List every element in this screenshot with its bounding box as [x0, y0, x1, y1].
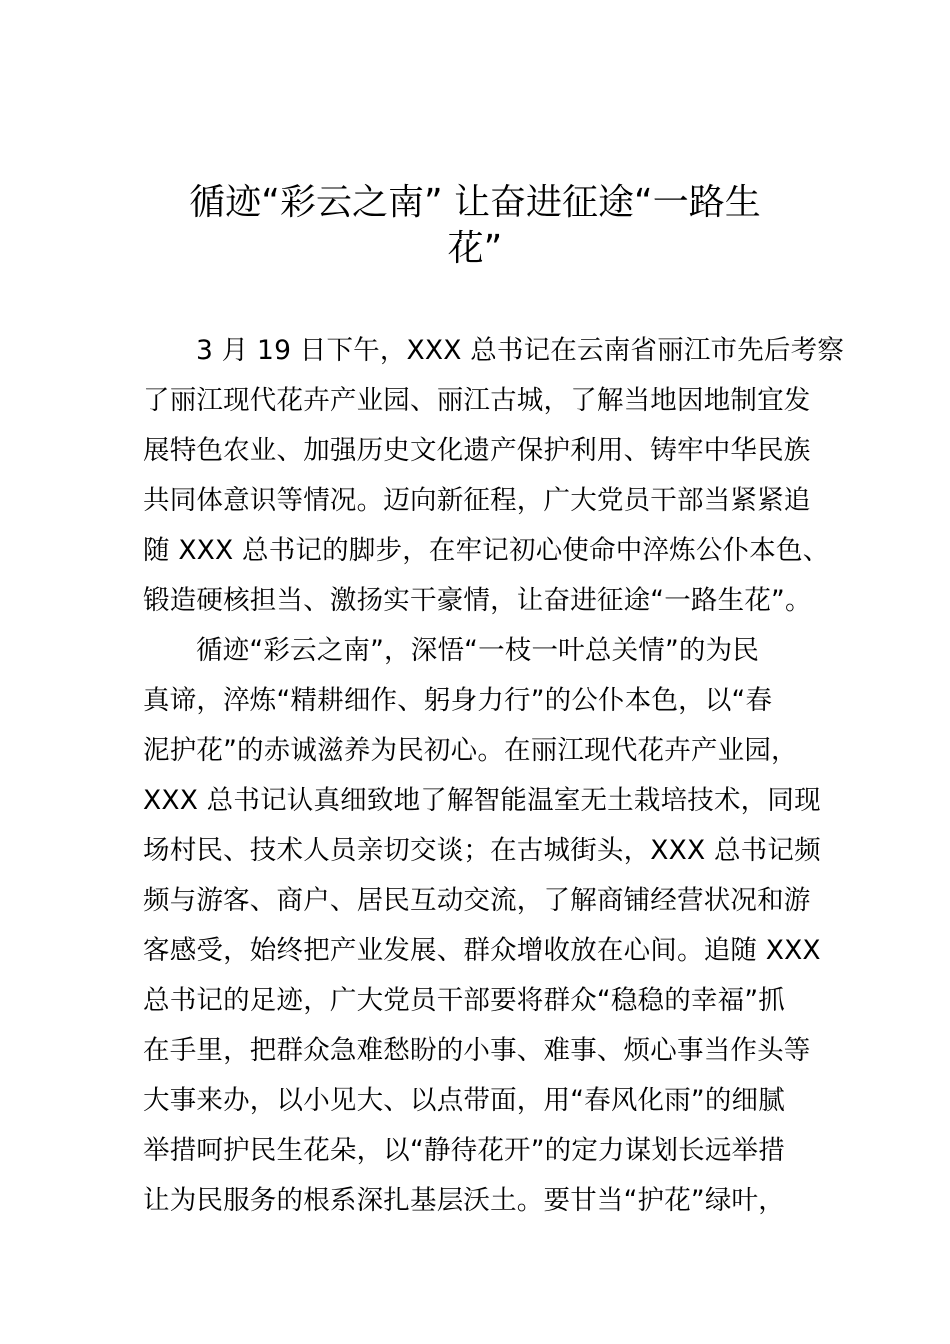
- paragraph-2-line: 真谛，淬炼“精耕细作、躬身力行”的公仆本色，以“春: [143, 685, 773, 716]
- paragraph-2-line: 总书记的足迹，广大党员干部要将群众“稳稳的幸福”抓: [143, 985, 785, 1016]
- paragraph-2-line: 举措呵护民生花朵，以“静待花开”的定力谋划长远举措: [143, 1135, 785, 1166]
- paragraph-2-line: 场村民、技术人员亲切交谈；在古城街头，XXX 总书记频: [143, 835, 821, 866]
- title-line-2: 花”: [447, 228, 503, 269]
- paragraph-2-line: 循迹“彩云之南”，深悟“一枝一叶总关情”的为民: [196, 635, 760, 666]
- paragraph-1-line: 3 月 19 日下午，XXX 总书记在云南省丽江市先后考察: [196, 335, 845, 366]
- paragraph-1-line: 了丽江现代花卉产业园、丽江古城，了解当地因地制宜发: [143, 385, 811, 416]
- paragraph-2-line: 泥护花”的赤诚滋养为民初心。在丽江现代花卉产业园，: [143, 735, 798, 766]
- paragraph-2-line: 频与游客、商户、居民互动交流，了解商铺经营状况和游: [143, 885, 811, 916]
- paragraph-2-line: 让为民服务的根系深扎基层沃土。要甘当“护花”绿叶，: [143, 1185, 785, 1216]
- document-title: [140, 180, 810, 272]
- paragraph-2-line: 大事来办，以小见大、以点带面，用“春风化雨”的细腻: [143, 1085, 785, 1116]
- paragraph-2-line: 客感受，始终把产业发展、群众增收放在心间。追随 XXX: [143, 935, 821, 966]
- paragraph-1-line: 共同体意识等情况。迈向新征程，广大党员干部当紧紧追: [143, 485, 811, 516]
- paragraph-1-line: 随 XXX 总书记的脚步，在牢记初心使命中淬炼公仆本色、: [143, 535, 830, 566]
- paragraph-2-line: 在手里，把群众急难愁盼的小事、难事、烦心事当作头等: [143, 1035, 811, 1066]
- paragraph-1-line: 展特色农业、加强历史文化遗产保护利用、铸牢中华民族: [143, 435, 811, 466]
- paragraph-1-line: 锻造硬核担当、激扬实干豪情，让奋进征途“一路生花”。: [143, 585, 812, 616]
- paragraph-2-line: XXX 总书记认真细致地了解智能温室无土栽培技术，同现: [143, 785, 821, 816]
- document-body: [143, 326, 845, 1226]
- title-line-1: 循迹“彩云之南” 让奋进征途“一路生: [189, 182, 761, 223]
